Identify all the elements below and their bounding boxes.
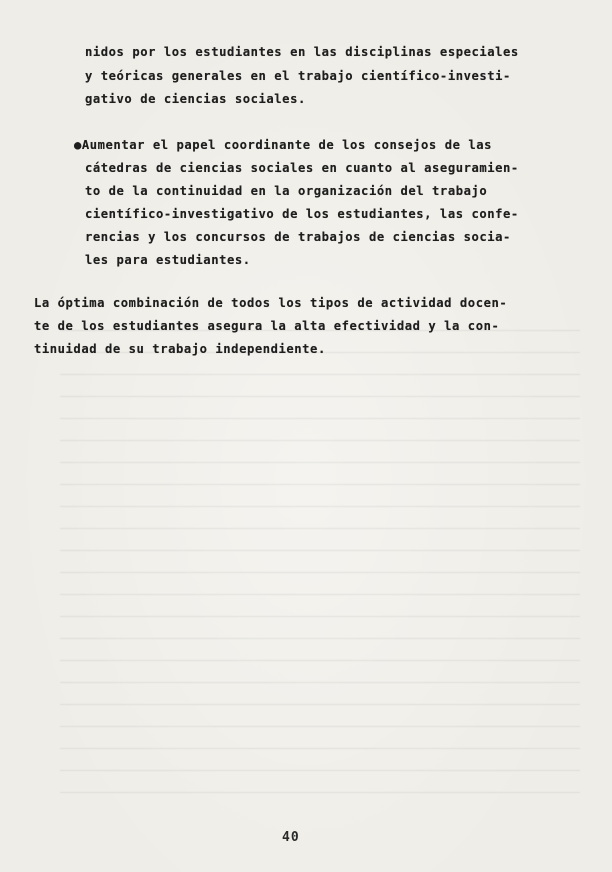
show-through-texture: [60, 330, 580, 800]
text-line: ●Aumentar el papel coordinante de los consejos de las: [74, 138, 493, 152]
text-line: rencias y los concursos de trabajos de ciencias socia-: [85, 230, 511, 244]
text-line: cátedras de ciencias sociales en cuanto al aseguramien-: [85, 161, 519, 175]
text-line: nidos por los estudiantes en las disciplinas especiales: [85, 45, 519, 59]
text-line: científico-investigativo de los estudiantes, las confe-: [85, 207, 519, 221]
page-number: 40: [282, 830, 300, 845]
text-line: y teóricas generales en el trabajo científico-investi-: [85, 69, 511, 83]
text-line: La óptima combinación de todos los tipos de actividad docen-: [34, 296, 508, 310]
text-line: gativo de ciencias sociales.: [85, 92, 306, 106]
text-line: to de la continuidad en la organización del trabajo: [85, 184, 488, 198]
text-line: te de los estudiantes asegura la alta efectividad y la con-: [34, 319, 500, 333]
text-line: tinuidad de su trabajo independiente.: [34, 342, 326, 356]
text-line: les para estudiantes.: [85, 253, 251, 267]
